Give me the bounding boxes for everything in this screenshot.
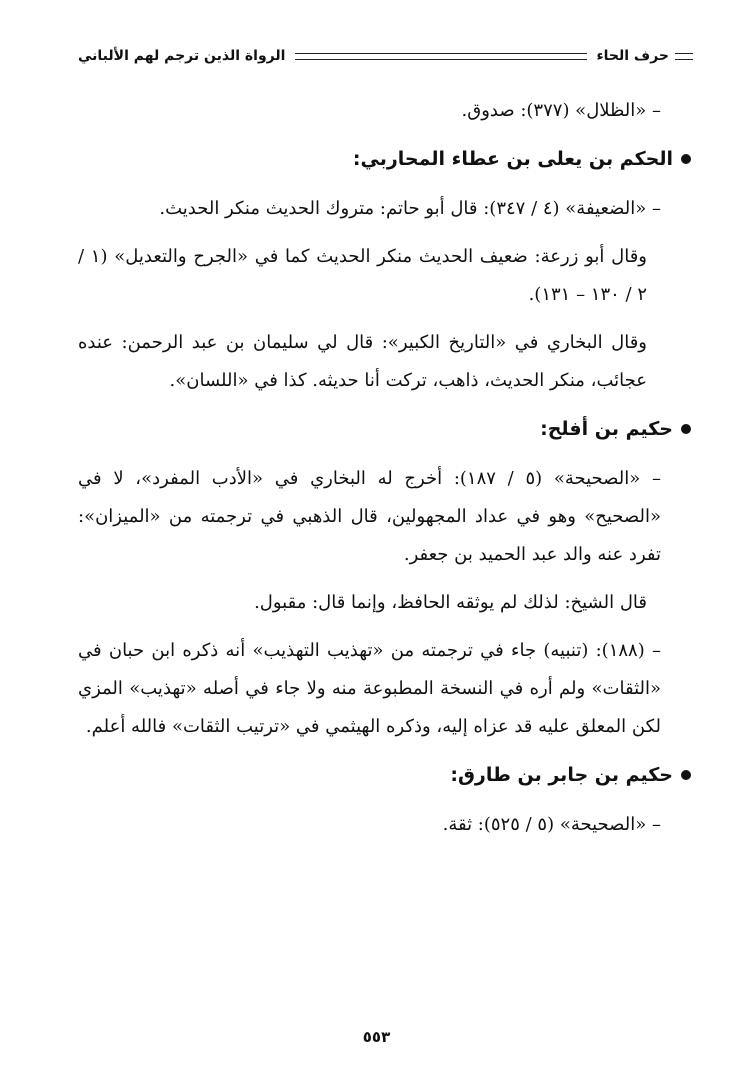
paragraph-3: وقال البخاري في «التاريخ الكبير»: قال لي سليمان بن عبد الرحمن: عنده عجائب، منكر الحديث، ذاهب، تركت أنا حديثه. كذا في «اللسان».: [78, 332, 647, 391]
paragraph-2: وقال أبو زرعة: ضعيف الحديث منكر الحديث كما في «الجرح والتعديل» (١ / ٢ / ١٣٠ – ١٣١).: [78, 246, 647, 305]
paragraph-0: – «الظلال» (٣٧٧): صدوق.: [461, 100, 661, 121]
bullet-icon: [681, 154, 691, 164]
entry-title-1: [78, 140, 691, 178]
header-section: حرف الحاء: [596, 48, 669, 64]
header-ornament: [675, 53, 693, 60]
paragraph-7: – «الصحيحة» (٥ / ٥٢٥): ثقة.: [442, 814, 661, 835]
page-number: ٥٥٣: [362, 1028, 391, 1046]
entry-title-3-text: حكيم بن جابر بن طارق:: [450, 764, 673, 786]
entry-title-2-text: حكيم بن أفلح:: [540, 418, 673, 440]
bullet-icon: [681, 424, 691, 434]
paragraph-5: قال الشيخ: لذلك لم يوثقه الحافظ، وإنما قال: مقبول.: [254, 592, 647, 613]
paragraph-1: – «الضعيفة» (٤ / ٣٤٧): قال أبو حاتم: متروك الحديث منكر الحديث.: [159, 198, 661, 219]
entry-title-3: [78, 756, 691, 794]
running-header: [78, 42, 693, 70]
paragraph-4: – «الصحيحة» (٥ / ١٨٧): أخرج له البخاري في «الأدب المفرد»، لا في «الصحيح» وهو في عداد المجهولين، قال الذهبي في ترجمته من «الميزان»: تفرد عنه والد عبد الحميد بن جعفر.: [78, 468, 662, 565]
header-rule: [295, 53, 586, 60]
page-body: [78, 92, 673, 854]
entry-title-2: [78, 410, 691, 448]
paragraph-6: – (١٨٨): (تنبيه) جاء في ترجمته من «تهذيب التهذيب» أنه ذكره ابن حبان في «الثقات» ولم أره في النسخة المطبوعة منه ولا جاء في أصله «تهذيب» المزي لكن المعلق عليه قد عزاه إليه، وذكره الهيثمي في «ترتيب الثقات» فالله أعلم.: [78, 640, 661, 737]
entry-title-1-text: الحكم بن يعلى بن عطاء المحاربي:: [352, 148, 673, 170]
bullet-icon: [681, 770, 691, 780]
header-book-title: الرواة الذين ترجم لهم الألباني: [78, 48, 286, 64]
